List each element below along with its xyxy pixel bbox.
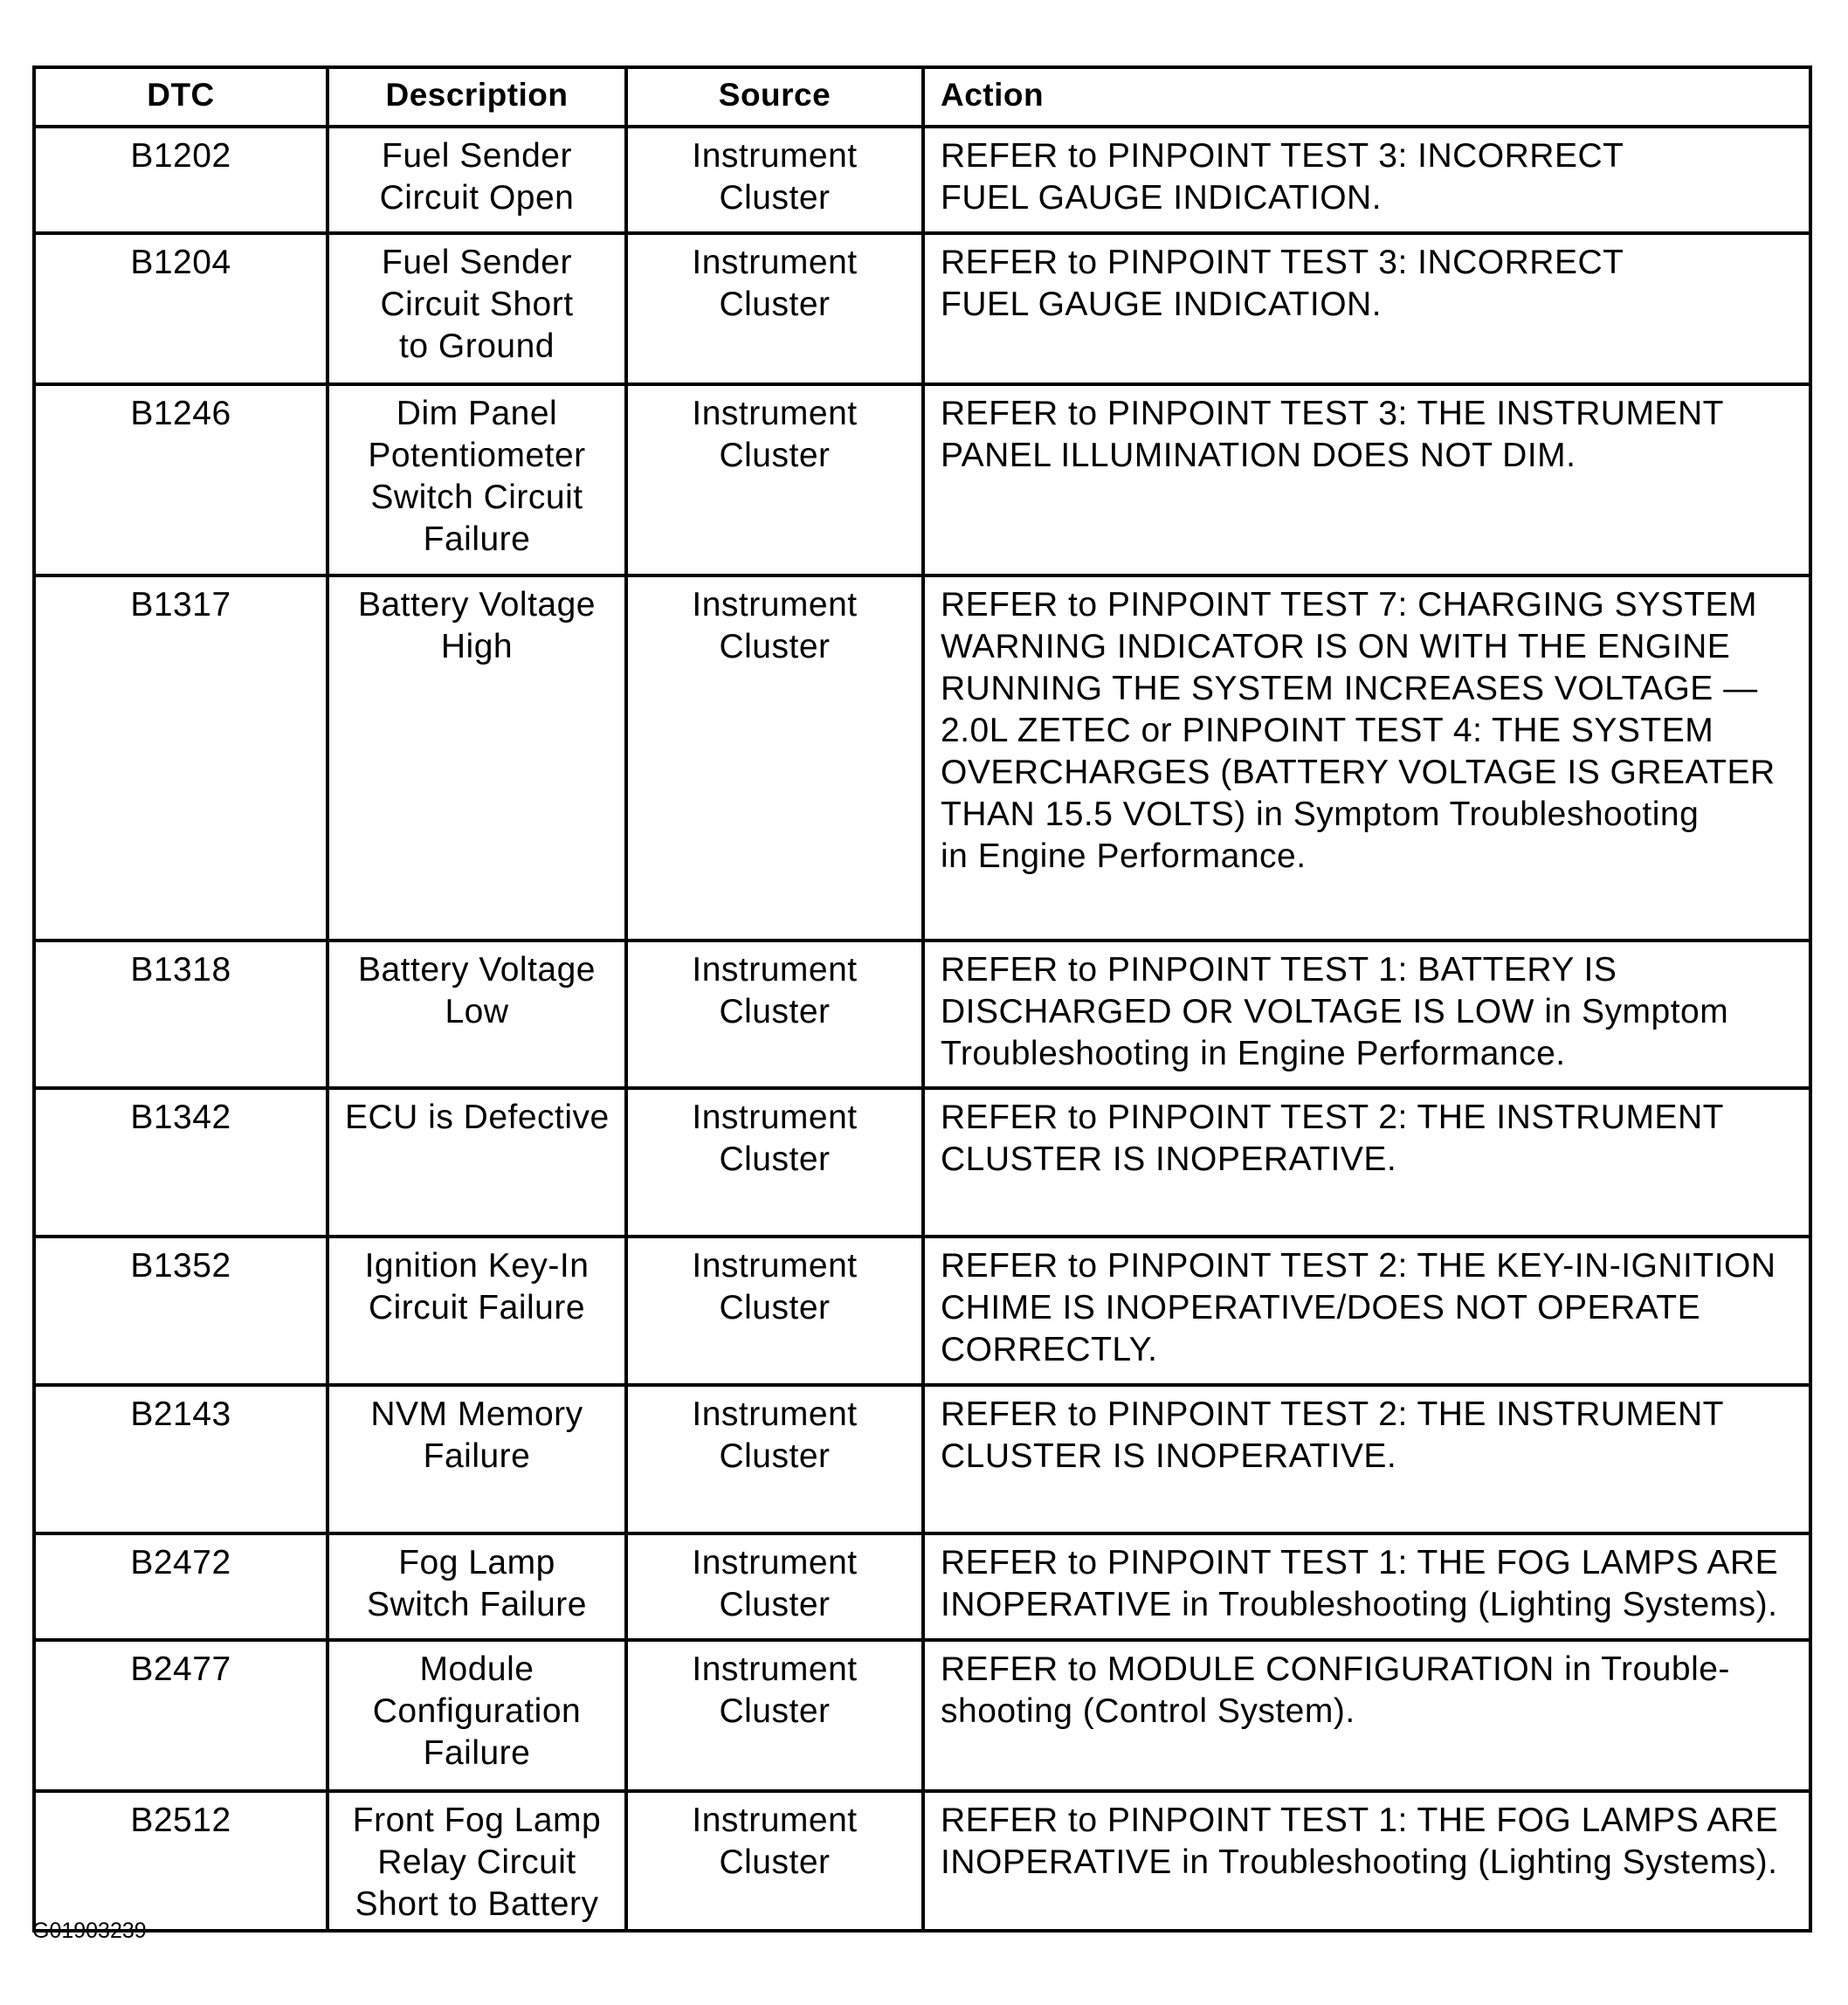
table-row [34, 1533, 1810, 1640]
cell-dtc [34, 1385, 328, 1533]
cell-description [328, 1533, 626, 1640]
cell-description-line: Circuit Open [379, 179, 575, 217]
cell-source-line: Instrument [692, 244, 858, 281]
cell-action-line: shooting (Control System). [941, 1692, 1355, 1730]
header-description: Description [328, 67, 626, 127]
cell-description [328, 127, 626, 233]
cell-source-line: Cluster [719, 437, 831, 474]
cell-source-line: Cluster [719, 179, 831, 217]
cell-source [626, 1385, 923, 1533]
cell-dtc-line: B1204 [130, 244, 231, 281]
cell-source-line: Instrument [692, 1247, 858, 1285]
header-row [34, 67, 1810, 127]
cell-action [923, 1088, 1810, 1237]
cell-description-line: Failure [423, 1437, 531, 1475]
table-row [34, 1640, 1810, 1791]
cell-source-line: Cluster [719, 1140, 831, 1178]
cell-description-line: Switch Circuit [370, 479, 583, 516]
table-row [34, 1385, 1810, 1533]
cell-action-line: 2.0L ZETEC or PINPOINT TEST 4: THE SYSTEM [941, 712, 1714, 749]
cell-source [626, 575, 923, 940]
cell-action [923, 1791, 1810, 1931]
cell-dtc [34, 1237, 328, 1385]
header-action: Action [923, 67, 1810, 127]
cell-source-line: Cluster [719, 1289, 831, 1326]
cell-action-line: THAN 15.5 VOLTS) in Symptom Troubleshooting [941, 796, 1700, 833]
cell-source [626, 1237, 923, 1385]
cell-description-line: Ignition Key-In [364, 1247, 590, 1285]
table-row [34, 1237, 1810, 1385]
dtc-table [32, 65, 1812, 1933]
cell-source-line: Instrument [692, 1544, 858, 1581]
cell-action-line: FUEL GAUGE INDICATION. [941, 179, 1383, 217]
cell-action [923, 940, 1810, 1088]
cell-source-line: Cluster [719, 1692, 831, 1730]
cell-source-line: Instrument [692, 395, 858, 432]
cell-description-line: Fuel Sender [382, 137, 572, 175]
cell-action-line: REFER to PINPOINT TEST 7: CHARGING SYSTEM [941, 586, 1758, 624]
cell-dtc [34, 1088, 328, 1237]
cell-source-line: Instrument [692, 1099, 858, 1136]
cell-dtc [34, 940, 328, 1088]
cell-description-line: Relay Circuit [377, 1843, 576, 1881]
cell-action-line: DISCHARGED OR VOLTAGE IS LOW in Symptom [941, 993, 1729, 1030]
cell-action-line: WARNING INDICATOR IS ON WITH THE ENGINE [941, 628, 1731, 665]
cell-description-line: NVM Memory [370, 1395, 583, 1433]
cell-description-line: Module [419, 1650, 534, 1688]
cell-description-line: Dim Panel [396, 395, 558, 432]
cell-description-line: Battery Voltage [357, 951, 596, 989]
cell-action [923, 1640, 1810, 1791]
cell-description-line: Low [445, 993, 509, 1030]
cell-description-line: Potentiometer [368, 437, 586, 474]
cell-action-line: INOPERATIVE in Troubleshooting (Lighting Systems). [941, 1843, 1778, 1881]
cell-action-line: REFER to PINPOINT TEST 1: BATTERY IS [941, 951, 1617, 989]
cell-dtc [34, 233, 328, 384]
cell-action-line: FUEL GAUGE INDICATION. [941, 286, 1383, 323]
cell-source [626, 1640, 923, 1791]
cell-dtc-line: B2143 [130, 1395, 231, 1433]
cell-action-line: REFER to MODULE CONFIGURATION in Trouble- [941, 1650, 1730, 1688]
cell-action-line: REFER to PINPOINT TEST 2: THE KEY-IN-IGNITION [941, 1247, 1776, 1285]
cell-action-line: REFER to PINPOINT TEST 3: INCORRECT [941, 137, 1624, 175]
cell-action-line: CORRECTLY. [941, 1331, 1158, 1368]
cell-dtc [34, 127, 328, 233]
cell-description-line: Circuit Short [380, 286, 574, 323]
cell-action-line: Troubleshooting in Engine Performance. [941, 1035, 1566, 1072]
cell-dtc-line: B1352 [130, 1247, 231, 1285]
cell-dtc [34, 1533, 328, 1640]
cell-source-line: Instrument [692, 586, 858, 624]
cell-action [923, 233, 1810, 384]
cell-source [626, 940, 923, 1088]
cell-dtc-line: B1318 [130, 951, 231, 989]
cell-description-line: Fog Lamp [398, 1544, 555, 1581]
cell-description-line: ECU is Defective [345, 1099, 610, 1136]
cell-action-line: REFER to PINPOINT TEST 3: INCORRECT [941, 244, 1624, 281]
table-row [34, 384, 1810, 575]
cell-description [328, 1640, 626, 1791]
cell-source-line: Instrument [692, 1802, 858, 1839]
cell-dtc-line: B1317 [130, 586, 231, 624]
cell-description-line: Short to Battery [355, 1885, 599, 1923]
cell-description-line: Switch Failure [367, 1586, 587, 1623]
cell-action-line: in Engine Performance. [941, 837, 1307, 875]
cell-dtc-line: B1202 [130, 137, 231, 175]
cell-description [328, 1385, 626, 1533]
cell-dtc-line: B2472 [130, 1544, 231, 1581]
cell-description [328, 940, 626, 1088]
cell-dtc [34, 384, 328, 575]
cell-description-line: Configuration [372, 1692, 582, 1730]
cell-action [923, 384, 1810, 575]
cell-action-line: REFER to PINPOINT TEST 3: THE INSTRUMENT [941, 395, 1724, 432]
cell-source-line: Cluster [719, 1586, 831, 1623]
cell-description [328, 233, 626, 384]
cell-source [626, 233, 923, 384]
table-row [34, 1088, 1810, 1237]
cell-dtc-line: B1342 [130, 1099, 231, 1136]
cell-dtc-line: B1246 [130, 395, 231, 432]
cell-source-line: Instrument [692, 951, 858, 989]
cell-source-line: Cluster [719, 1437, 831, 1475]
cell-source [626, 1533, 923, 1640]
cell-source [626, 384, 923, 575]
cell-description [328, 1088, 626, 1237]
table-body [34, 127, 1810, 1931]
cell-source-line: Instrument [692, 1650, 858, 1688]
cell-action-line: REFER to PINPOINT TEST 2: THE INSTRUMENT [941, 1099, 1724, 1136]
table-row [34, 1791, 1810, 1931]
cell-action-line: RUNNING THE SYSTEM INCREASES VOLTAGE — [941, 670, 1758, 707]
cell-source-line: Instrument [692, 137, 858, 175]
cell-description-line: Circuit Failure [368, 1289, 586, 1326]
cell-description [328, 384, 626, 575]
cell-dtc-line: B2477 [130, 1650, 231, 1688]
cell-action-line: CLUSTER IS INOPERATIVE. [941, 1437, 1397, 1475]
header-dtc: DTC [34, 67, 328, 127]
cell-description [328, 1791, 626, 1931]
cell-action-line: CLUSTER IS INOPERATIVE. [941, 1140, 1397, 1178]
figure-id: G01903239 [32, 1919, 147, 1943]
cell-dtc-line: B2512 [130, 1802, 231, 1839]
cell-action-line: PANEL ILLUMINATION DOES NOT DIM. [941, 437, 1576, 474]
cell-description-line: Front Fog Lamp [352, 1802, 602, 1839]
cell-action-line: OVERCHARGES (BATTERY VOLTAGE IS GREATER [941, 754, 1776, 791]
cell-description [328, 575, 626, 940]
header-source: Source [626, 67, 923, 127]
table-row [34, 940, 1810, 1088]
table-row [34, 233, 1810, 384]
cell-source-line: Cluster [719, 993, 831, 1030]
table-row [34, 127, 1810, 233]
cell-source [626, 1791, 923, 1931]
cell-dtc [34, 1791, 328, 1931]
cell-source-line: Cluster [719, 1843, 831, 1881]
cell-description-line: High [440, 628, 514, 665]
cell-dtc [34, 1640, 328, 1791]
cell-description-line: Battery Voltage [357, 586, 596, 624]
cell-description-line: Failure [423, 520, 531, 558]
cell-action [923, 127, 1810, 233]
cell-action-line: REFER to PINPOINT TEST 2: THE INSTRUMENT [941, 1395, 1724, 1433]
cell-source-line: Instrument [692, 1395, 858, 1433]
table-row [34, 575, 1810, 940]
cell-source-line: Cluster [719, 628, 831, 665]
cell-action-line: INOPERATIVE in Troubleshooting (Lighting Systems). [941, 1586, 1778, 1623]
cell-description-line: Failure [423, 1734, 531, 1772]
cell-description [328, 1237, 626, 1385]
cell-source-line: Cluster [719, 286, 831, 323]
table-header [34, 67, 1810, 127]
cell-description-line: to Ground [399, 327, 555, 365]
cell-action-line: CHIME IS INOPERATIVE/DOES NOT OPERATE [941, 1289, 1701, 1326]
cell-action [923, 575, 1810, 940]
cell-action [923, 1385, 1810, 1533]
cell-description-line: Fuel Sender [382, 244, 572, 281]
cell-action-line: REFER to PINPOINT TEST 1: THE FOG LAMPS ARE [941, 1802, 1779, 1839]
cell-source [626, 127, 923, 233]
cell-source [626, 1088, 923, 1237]
cell-action [923, 1533, 1810, 1640]
cell-dtc [34, 575, 328, 940]
cell-action-line: REFER to PINPOINT TEST 1: THE FOG LAMPS ARE [941, 1544, 1779, 1581]
cell-action [923, 1237, 1810, 1385]
